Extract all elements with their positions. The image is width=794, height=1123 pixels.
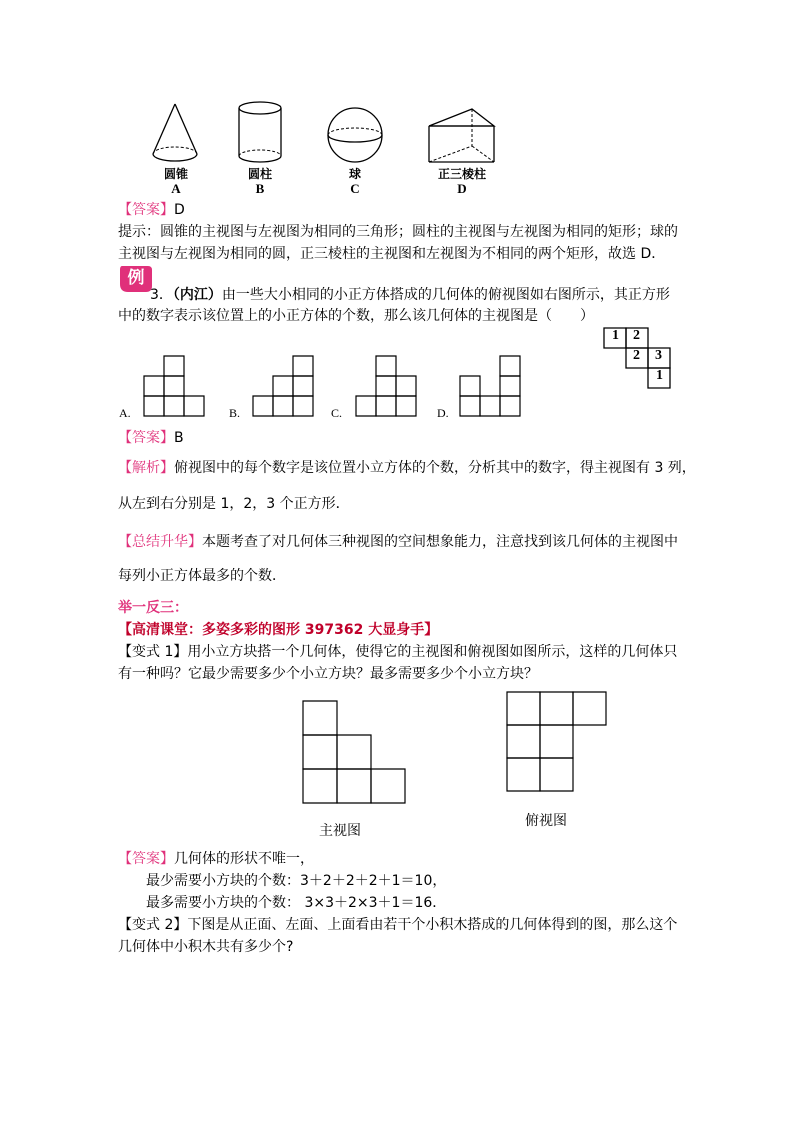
example-answer xyxy=(118,428,184,448)
answer-tag: 【答案】 xyxy=(118,430,174,446)
option-b-figure xyxy=(251,354,317,418)
shape-letter-a: A xyxy=(171,181,181,196)
grid-number: 2 xyxy=(633,328,640,343)
grid-number: 3 xyxy=(655,348,662,363)
course-link: 【高清课堂：多姿多彩的图形 397362 大显身手】 xyxy=(118,622,439,638)
summary-text-1: 本题考查了对几何体三种视图的空间想象能力，注意找到该几何体的主视图中 xyxy=(202,534,678,550)
analysis-line-2: 从左到右分别是 1，2，3 个正方形． xyxy=(118,496,350,512)
option-c-figure xyxy=(354,354,420,418)
q2-hint-line-2: 主视图与左视图为相同的圆，正三棱柱的主视图和左视图为不相同的两个矩形，故选 D． xyxy=(118,246,666,262)
variant1-answer-line-2: 最少需要小方块的个数：3＋2＋2＋2＋1＝10， xyxy=(146,873,447,889)
shape-letter-c: C xyxy=(350,181,360,196)
variant1-line-1 xyxy=(118,642,677,662)
example-question-line-2: 中的数字表示该位置上的小正方体的个数，那么该几何体的主视图是（ ） xyxy=(118,308,594,324)
q2-hint-line-1: 提示：圆锥的主视图与左视图为相同的三角形；圆柱的主视图与左视图为相同的矩形；球的 xyxy=(118,224,678,240)
example-question-line-1 xyxy=(150,285,670,305)
sphere-figure xyxy=(325,104,385,166)
option-d-label: D. xyxy=(437,406,449,420)
example-text-1: 由一些大小相同的小正方体搭成的几何体的俯视图如右图所示，其正方形 xyxy=(221,287,670,303)
front-view-caption: 主视图 xyxy=(319,823,361,839)
variant1-tag: 【变式 1】 xyxy=(118,644,188,660)
top-view-caption: 俯视图 xyxy=(525,813,567,829)
answer-tag: 【答案】 xyxy=(118,851,174,867)
analysis-text-1: 俯视图中的每个数字是该位置小立方体的个数，分析其中的数字，得主视图有 3 列， xyxy=(174,460,696,476)
shape-letter-b: B xyxy=(255,181,265,196)
example-number: 3． xyxy=(150,287,173,303)
option-b-label: B. xyxy=(229,406,241,420)
front-view-figure xyxy=(301,699,411,807)
grid-number: 1 xyxy=(612,328,619,343)
example-badge-label: 例 xyxy=(127,268,145,288)
triangular-prism-figure xyxy=(426,104,498,166)
variant1-answer-text: 几何体的形状不唯一， xyxy=(174,851,314,867)
variant1-answer-line-3: 最多需要小方块的个数： 3×3＋2×3＋1＝16． xyxy=(146,895,447,911)
grid-number: 1 xyxy=(656,368,663,383)
option-a-figure xyxy=(142,354,208,418)
grid-number: 2 xyxy=(633,348,640,363)
option-c-label: C. xyxy=(331,406,343,420)
example-source: （内江） xyxy=(172,287,222,303)
variant2-line-2: 几何体中小积木共有多少个? xyxy=(118,939,294,955)
top-view-figure xyxy=(505,690,609,794)
cone-figure xyxy=(150,102,200,164)
cylinder-figure xyxy=(236,100,284,166)
summary-line-2: 每列小正方体最多的个数． xyxy=(118,568,286,584)
shape-letter-d: D xyxy=(457,181,467,196)
option-d-figure xyxy=(458,354,524,418)
variant1-text-1: 用小立方块搭一个几何体，使得它的主视图和俯视图如图所示，这样的几何体只 xyxy=(187,644,678,660)
q2-answer xyxy=(118,200,185,220)
answer-value: D xyxy=(174,202,185,218)
section-title: 举一反三： xyxy=(118,600,188,616)
option-a-label: A. xyxy=(119,406,131,420)
answer-tag: 【答案】 xyxy=(118,202,174,218)
variant2-text-1: 下图是从正面、左面、上面看由若干个小积木搭成的几何体得到的图，那么这个 xyxy=(187,917,678,933)
variant2-line-1 xyxy=(118,915,677,935)
shape-name-d: 正三棱柱 xyxy=(437,167,486,181)
summary-tag: 【总结升华】 xyxy=(118,534,202,550)
shape-name-a: 圆锥 xyxy=(163,167,188,181)
variant2-tag: 【变式 2】 xyxy=(118,917,188,933)
shape-name-b: 圆柱 xyxy=(247,167,272,181)
variant1-answer-line-1 xyxy=(118,849,314,869)
analysis-line-1 xyxy=(118,458,696,478)
shape-name-c: 球 xyxy=(348,167,361,181)
summary-line-1 xyxy=(118,532,678,552)
variant1-line-2: 有一种吗？它最少需要多少个小立方块？最多需要多少个小立方块？ xyxy=(118,666,538,682)
analysis-tag: 【解析】 xyxy=(118,460,174,476)
answer-value: B xyxy=(174,430,184,446)
